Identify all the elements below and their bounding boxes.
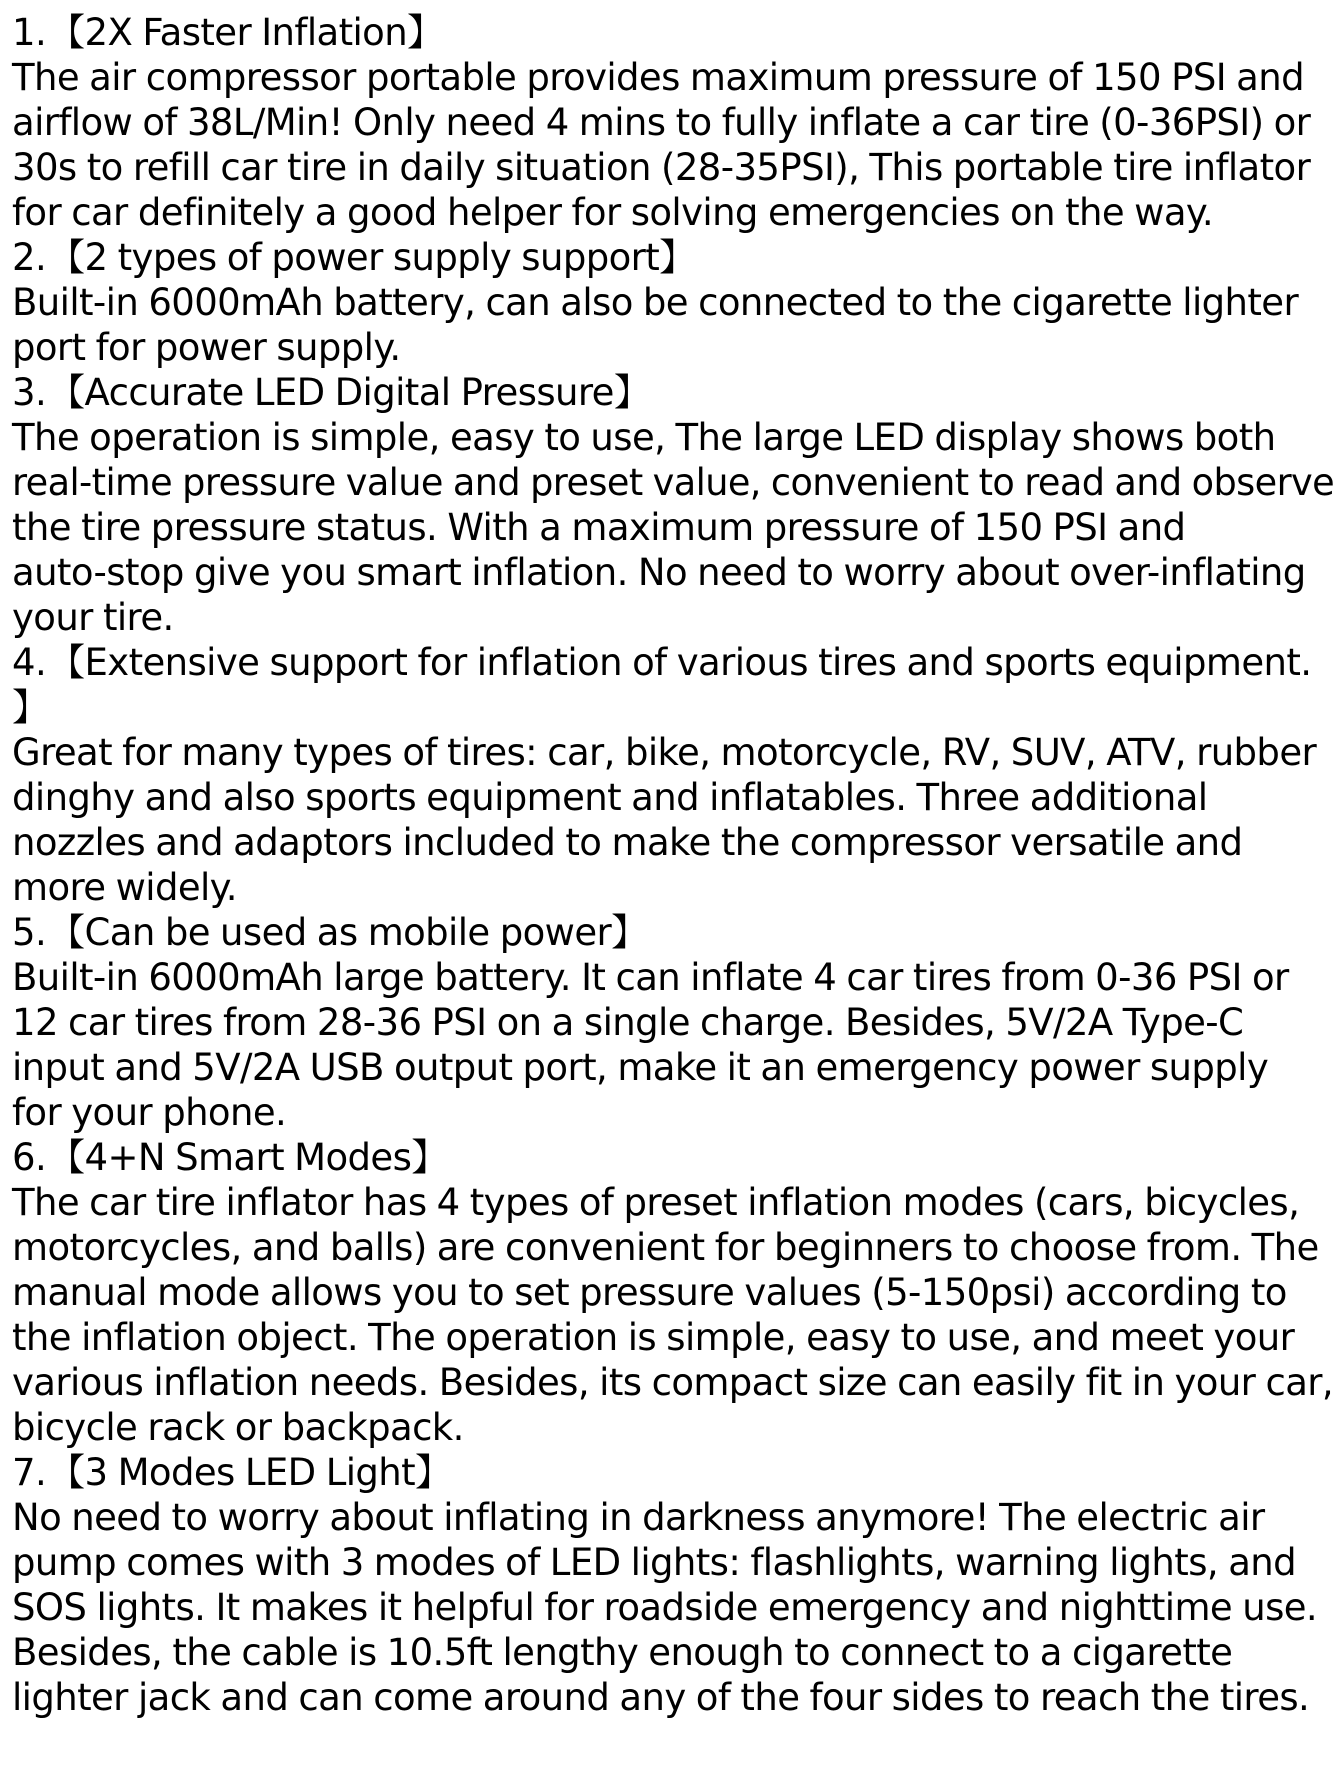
- section-number: 2.: [12, 236, 47, 279]
- feature-section-6: [12, 1135, 1334, 1450]
- body-line: the tire pressure status. With a maximum pressure of 150 PSI and: [12, 506, 1186, 549]
- body-line: input and 5V/2A USB output port, make it an emergency power supply: [12, 1046, 1269, 1089]
- body-line: Built-in 6000mAh battery, can also be connected to the cigarette lighter: [12, 281, 1299, 324]
- body-line: dinghy and also sports equipment and inflatables. Three additional: [12, 776, 1208, 819]
- section-title: 【2 types of power supply support】: [48, 236, 696, 279]
- feature-document: [12, 10, 1334, 1720]
- section-title: 【3 Modes LED Light】: [48, 1451, 452, 1494]
- body-line: lighter jack and can come around any of the four sides to reach the tires.: [12, 1676, 1310, 1719]
- section-heading: [12, 10, 1334, 55]
- body-line: for car definitely a good helper for solving emergencies on the way.: [12, 191, 1214, 234]
- body-line: Built-in 6000mAh large battery. It can inflate 4 car tires from 0-36 PSI or: [12, 956, 1289, 999]
- section-number: 1.: [12, 11, 47, 54]
- section-title: 【2X Faster Inflation】: [48, 11, 444, 54]
- section-heading: [12, 235, 1334, 280]
- section-number: 3.: [12, 371, 47, 414]
- section-title: 【Accurate LED Digital Pressure】: [48, 371, 651, 414]
- feature-section-4: [12, 640, 1334, 910]
- feature-section-3: [12, 370, 1334, 640]
- body-line: 12 car tires from 28-36 PSI on a single charge. Besides, 5V/2A Type-C: [12, 1001, 1244, 1044]
- body-line: The air compressor portable provides maximum pressure of 150 PSI and: [12, 56, 1304, 99]
- section-heading: [12, 1450, 1334, 1495]
- feature-section-5: [12, 910, 1334, 1135]
- body-line: the inflation object. The operation is simple, easy to use, and meet your: [12, 1316, 1295, 1359]
- body-line: more widely.: [12, 866, 237, 909]
- section-title: 【Can be used as mobile power】: [48, 911, 648, 954]
- section-heading-continuation: 】: [12, 686, 49, 729]
- body-line: Great for many types of tires: car, bike, motorcycle, RV, SUV, ATV, rubber: [12, 731, 1317, 774]
- body-line: The operation is simple, easy to use, The large LED display shows both: [12, 416, 1276, 459]
- section-heading: [12, 640, 1334, 685]
- body-line: pump comes with 3 modes of LED lights: flashlights, warning lights, and: [12, 1541, 1297, 1584]
- body-line: your tire.: [12, 596, 174, 639]
- body-line: for your phone.: [12, 1091, 287, 1134]
- body-line: port for power supply.: [12, 326, 401, 369]
- section-number: 6.: [12, 1136, 47, 1179]
- body-line: auto-stop give you smart inflation. No need to worry about over-inflating: [12, 551, 1306, 594]
- section-heading: [12, 1135, 1334, 1180]
- section-number: 7.: [12, 1451, 47, 1494]
- section-title: 【4+N Smart Modes】: [48, 1136, 448, 1179]
- body-line: motorcycles, and balls) are convenient for beginners to choose from. The: [12, 1226, 1319, 1269]
- body-line: Besides, the cable is 10.5ft lengthy enough to connect to a cigarette: [12, 1631, 1233, 1674]
- body-line: real-time pressure value and preset value, convenient to read and observe: [12, 461, 1335, 504]
- section-heading: [12, 910, 1334, 955]
- body-line: The car tire inflator has 4 types of preset inflation modes (cars, bicycles,: [12, 1181, 1300, 1224]
- body-line: manual mode allows you to set pressure values (5-150psi) according to: [12, 1271, 1287, 1314]
- body-line: various inflation needs. Besides, its compact size can easily fit in your car,: [12, 1361, 1334, 1404]
- feature-section-1: [12, 10, 1334, 235]
- body-line: No need to worry about inflating in darkness anymore! The electric air: [12, 1496, 1265, 1539]
- section-heading: [12, 370, 1334, 415]
- body-line: 30s to refill car tire in daily situation (28-35PSI), This portable tire inflator: [12, 146, 1311, 189]
- section-number: 4.: [12, 641, 47, 684]
- section-number: 5.: [12, 911, 47, 954]
- body-line: nozzles and adaptors included to make the compressor versatile and: [12, 821, 1243, 864]
- feature-section-2: [12, 235, 1334, 370]
- body-line: airflow of 38L/Min! Only need 4 mins to fully inflate a car tire (0-36PSI) or: [12, 101, 1311, 144]
- section-title: 【Extensive support for inflation of various tires and sports equipment.: [48, 641, 1312, 684]
- body-line: SOS lights. It makes it helpful for roadside emergency and nighttime use.: [12, 1586, 1318, 1629]
- feature-section-7: [12, 1450, 1334, 1720]
- body-line: bicycle rack or backpack.: [12, 1406, 464, 1449]
